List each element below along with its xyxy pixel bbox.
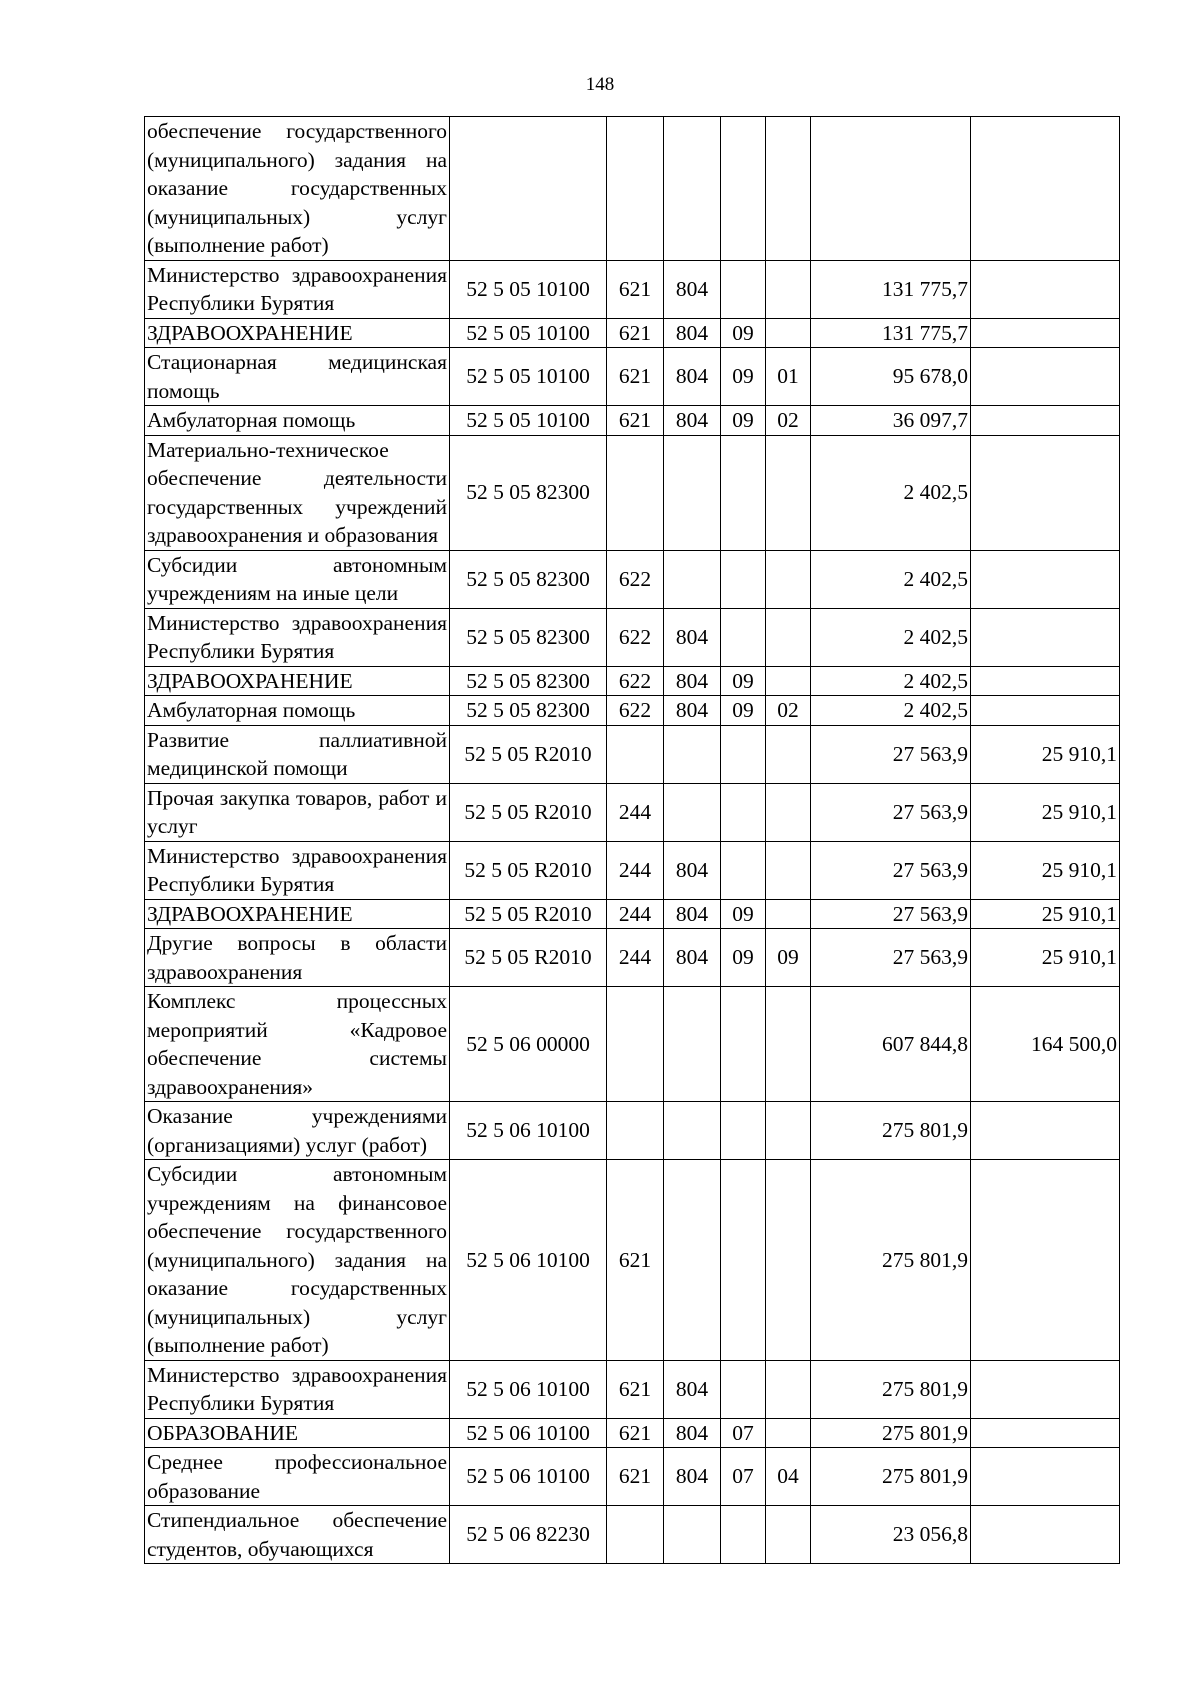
target-article-code: 52 5 05 R2010 [450, 725, 607, 783]
department-code: 804 [664, 1418, 721, 1448]
department-code [664, 1506, 721, 1564]
expense-type-code: 621 [607, 1418, 664, 1448]
subsection-code [766, 117, 811, 261]
expense-type-code: 622 [607, 666, 664, 696]
amount-total: 27 563,9 [811, 783, 971, 841]
amount-total: 95 678,0 [811, 348, 971, 406]
amount-total [811, 117, 971, 261]
table-row [145, 1418, 1120, 1448]
amount-total: 27 563,9 [811, 899, 971, 929]
table-row [145, 666, 1120, 696]
section-code: 09 [721, 929, 766, 987]
expense-type-code: 622 [607, 550, 664, 608]
expense-type-code: 621 [607, 406, 664, 436]
table-row [145, 117, 1120, 261]
department-code [664, 1160, 721, 1361]
subsection-code [766, 841, 811, 899]
department-code: 804 [664, 260, 721, 318]
table-row [145, 725, 1120, 783]
subsection-code [766, 1506, 811, 1564]
department-code: 804 [664, 666, 721, 696]
section-code: 09 [721, 696, 766, 726]
expense-type-code [607, 987, 664, 1102]
subsection-code [766, 1102, 811, 1160]
row-description: Комплекс процессных мероприятий «Кадровое обеспечение системы здравоохранения» [145, 987, 450, 1102]
expense-type-code: 621 [607, 1448, 664, 1506]
amount-total: 275 801,9 [811, 1360, 971, 1418]
department-code [664, 550, 721, 608]
amount-total: 2 402,5 [811, 696, 971, 726]
department-code [664, 987, 721, 1102]
table-row [145, 1102, 1120, 1160]
amount-total: 23 056,8 [811, 1506, 971, 1564]
amount-federal [971, 348, 1120, 406]
amount-federal [971, 435, 1120, 550]
target-article-code: 52 5 05 82300 [450, 666, 607, 696]
row-description: обеспечение государственного (муниципального) задания на оказание государственных (муниципальных) услуг (выполнение работ) [145, 117, 450, 261]
target-article-code: 52 5 05 10100 [450, 348, 607, 406]
row-description: Министерство здравоохранения Республики Бурятия [145, 841, 450, 899]
amount-total: 131 775,7 [811, 318, 971, 348]
row-description: Стационарная медицинская помощь [145, 348, 450, 406]
subsection-code: 02 [766, 696, 811, 726]
subsection-code [766, 435, 811, 550]
expense-type-code [607, 1102, 664, 1160]
section-code [721, 1160, 766, 1361]
amount-federal [971, 1506, 1120, 1564]
target-article-code: 52 5 05 R2010 [450, 929, 607, 987]
department-code: 804 [664, 1360, 721, 1418]
budget-table [144, 116, 1120, 1564]
row-description: Среднее профессиональное образование [145, 1448, 450, 1506]
table-row [145, 318, 1120, 348]
department-code [664, 725, 721, 783]
amount-total: 275 801,9 [811, 1102, 971, 1160]
section-code [721, 1102, 766, 1160]
table-row [145, 929, 1120, 987]
target-article-code: 52 5 05 82300 [450, 550, 607, 608]
amount-federal: 25 910,1 [971, 783, 1120, 841]
target-article-code: 52 5 06 10100 [450, 1418, 607, 1448]
row-description: ОБРАЗОВАНИЕ [145, 1418, 450, 1448]
section-code [721, 1506, 766, 1564]
subsection-code [766, 666, 811, 696]
amount-federal [971, 1448, 1120, 1506]
subsection-code [766, 550, 811, 608]
table-row [145, 1448, 1120, 1506]
department-code [664, 117, 721, 261]
row-description: Субсидии автономным учреждениям на финансовое обеспечение государственного (муниципального) задания на оказание государственных (муниципальных) услуг (выполнение работ) [145, 1160, 450, 1361]
subsection-code [766, 899, 811, 929]
department-code: 804 [664, 929, 721, 987]
table-row [145, 841, 1120, 899]
table-row [145, 1360, 1120, 1418]
section-code [721, 987, 766, 1102]
row-description: Министерство здравоохранения Республики Бурятия [145, 260, 450, 318]
table-row [145, 550, 1120, 608]
amount-federal [971, 406, 1120, 436]
amount-federal [971, 550, 1120, 608]
amount-federal: 25 910,1 [971, 929, 1120, 987]
section-code [721, 260, 766, 318]
section-code [721, 608, 766, 666]
expense-type-code: 621 [607, 1160, 664, 1361]
department-code: 804 [664, 696, 721, 726]
expense-type-code: 621 [607, 318, 664, 348]
amount-federal [971, 1160, 1120, 1361]
subsection-code [766, 987, 811, 1102]
amount-federal: 164 500,0 [971, 987, 1120, 1102]
row-description: Министерство здравоохранения Республики Бурятия [145, 1360, 450, 1418]
row-description: Прочая закупка товаров, работ и услуг [145, 783, 450, 841]
department-code [664, 435, 721, 550]
subsection-code [766, 260, 811, 318]
table-row [145, 260, 1120, 318]
table-row [145, 696, 1120, 726]
section-code: 09 [721, 406, 766, 436]
table-row [145, 987, 1120, 1102]
row-description: Другие вопросы в области здравоохранения [145, 929, 450, 987]
subsection-code [766, 318, 811, 348]
section-code [721, 841, 766, 899]
target-article-code: 52 5 06 10100 [450, 1360, 607, 1418]
target-article-code: 52 5 05 R2010 [450, 899, 607, 929]
expense-type-code: 244 [607, 783, 664, 841]
row-description: Материально-техническое обеспечение деятельности государственных учреждений здравоохранения и образования [145, 435, 450, 550]
department-code [664, 1102, 721, 1160]
target-article-code: 52 5 05 10100 [450, 260, 607, 318]
target-article-code: 52 5 05 82300 [450, 696, 607, 726]
row-description: ЗДРАВООХРАНЕНИЕ [145, 666, 450, 696]
expense-type-code: 244 [607, 841, 664, 899]
expense-type-code: 244 [607, 929, 664, 987]
row-description: Оказание учреждениями (организациями) услуг (работ) [145, 1102, 450, 1160]
expense-type-code: 244 [607, 899, 664, 929]
amount-federal [971, 318, 1120, 348]
expense-type-code [607, 117, 664, 261]
amount-total: 275 801,9 [811, 1448, 971, 1506]
department-code: 804 [664, 406, 721, 436]
expense-type-code [607, 435, 664, 550]
section-code: 07 [721, 1448, 766, 1506]
table-row [145, 435, 1120, 550]
amount-total: 36 097,7 [811, 406, 971, 436]
subsection-code [766, 725, 811, 783]
expense-type-code: 621 [607, 1360, 664, 1418]
target-article-code: 52 5 05 R2010 [450, 783, 607, 841]
section-code: 09 [721, 318, 766, 348]
subsection-code [766, 1418, 811, 1448]
subsection-code: 02 [766, 406, 811, 436]
section-code: 09 [721, 666, 766, 696]
amount-federal [971, 1102, 1120, 1160]
row-description: Стипендиальное обеспечение студентов, обучающихся [145, 1506, 450, 1564]
expense-type-code [607, 1506, 664, 1564]
row-description: Развитие паллиативной медицинской помощи [145, 725, 450, 783]
target-article-code: 52 5 06 00000 [450, 987, 607, 1102]
section-code [721, 117, 766, 261]
subsection-code [766, 783, 811, 841]
department-code: 804 [664, 841, 721, 899]
target-article-code [450, 117, 607, 261]
amount-total: 131 775,7 [811, 260, 971, 318]
table-row [145, 348, 1120, 406]
department-code: 804 [664, 348, 721, 406]
section-code [721, 725, 766, 783]
amount-federal [971, 1418, 1120, 1448]
amount-total: 275 801,9 [811, 1160, 971, 1361]
expense-type-code [607, 725, 664, 783]
amount-total: 27 563,9 [811, 929, 971, 987]
amount-total: 2 402,5 [811, 608, 971, 666]
amount-federal [971, 696, 1120, 726]
section-code: 09 [721, 899, 766, 929]
row-description: Амбулаторная помощь [145, 406, 450, 436]
table-row [145, 1506, 1120, 1564]
section-code: 09 [721, 348, 766, 406]
expense-type-code: 621 [607, 260, 664, 318]
amount-federal [971, 666, 1120, 696]
amount-total: 27 563,9 [811, 725, 971, 783]
amount-federal: 25 910,1 [971, 841, 1120, 899]
target-article-code: 52 5 06 10100 [450, 1102, 607, 1160]
amount-federal [971, 260, 1120, 318]
table-row [145, 406, 1120, 436]
expense-type-code: 621 [607, 348, 664, 406]
row-description: Субсидии автономным учреждениям на иные цели [145, 550, 450, 608]
amount-federal [971, 608, 1120, 666]
subsection-code [766, 1160, 811, 1361]
department-code: 804 [664, 608, 721, 666]
target-article-code: 52 5 05 10100 [450, 318, 607, 348]
amount-total: 2 402,5 [811, 666, 971, 696]
department-code [664, 783, 721, 841]
amount-total: 2 402,5 [811, 550, 971, 608]
section-code [721, 783, 766, 841]
row-description: Министерство здравоохранения Республики Бурятия [145, 608, 450, 666]
department-code: 804 [664, 899, 721, 929]
amount-federal: 25 910,1 [971, 725, 1120, 783]
page-number: 148 [585, 74, 615, 95]
row-description: ЗДРАВООХРАНЕНИЕ [145, 899, 450, 929]
target-article-code: 52 5 05 82300 [450, 435, 607, 550]
target-article-code: 52 5 05 R2010 [450, 841, 607, 899]
row-description: Амбулаторная помощь [145, 696, 450, 726]
expense-type-code: 622 [607, 696, 664, 726]
subsection-code: 09 [766, 929, 811, 987]
amount-federal [971, 117, 1120, 261]
amount-federal: 25 910,1 [971, 899, 1120, 929]
section-code [721, 435, 766, 550]
section-code: 07 [721, 1418, 766, 1448]
amount-total: 2 402,5 [811, 435, 971, 550]
table-row [145, 783, 1120, 841]
table-row [145, 1160, 1120, 1361]
department-code: 804 [664, 318, 721, 348]
section-code [721, 1360, 766, 1418]
section-code [721, 550, 766, 608]
target-article-code: 52 5 06 10100 [450, 1160, 607, 1361]
subsection-code [766, 608, 811, 666]
subsection-code: 01 [766, 348, 811, 406]
subsection-code: 04 [766, 1448, 811, 1506]
expense-type-code: 622 [607, 608, 664, 666]
table-row [145, 608, 1120, 666]
amount-total: 607 844,8 [811, 987, 971, 1102]
row-description: ЗДРАВООХРАНЕНИЕ [145, 318, 450, 348]
target-article-code: 52 5 06 10100 [450, 1448, 607, 1506]
amount-total: 27 563,9 [811, 841, 971, 899]
amount-total: 275 801,9 [811, 1418, 971, 1448]
target-article-code: 52 5 05 10100 [450, 406, 607, 436]
amount-federal [971, 1360, 1120, 1418]
table-row [145, 899, 1120, 929]
target-article-code: 52 5 05 82300 [450, 608, 607, 666]
subsection-code [766, 1360, 811, 1418]
department-code: 804 [664, 1448, 721, 1506]
target-article-code: 52 5 06 82230 [450, 1506, 607, 1564]
